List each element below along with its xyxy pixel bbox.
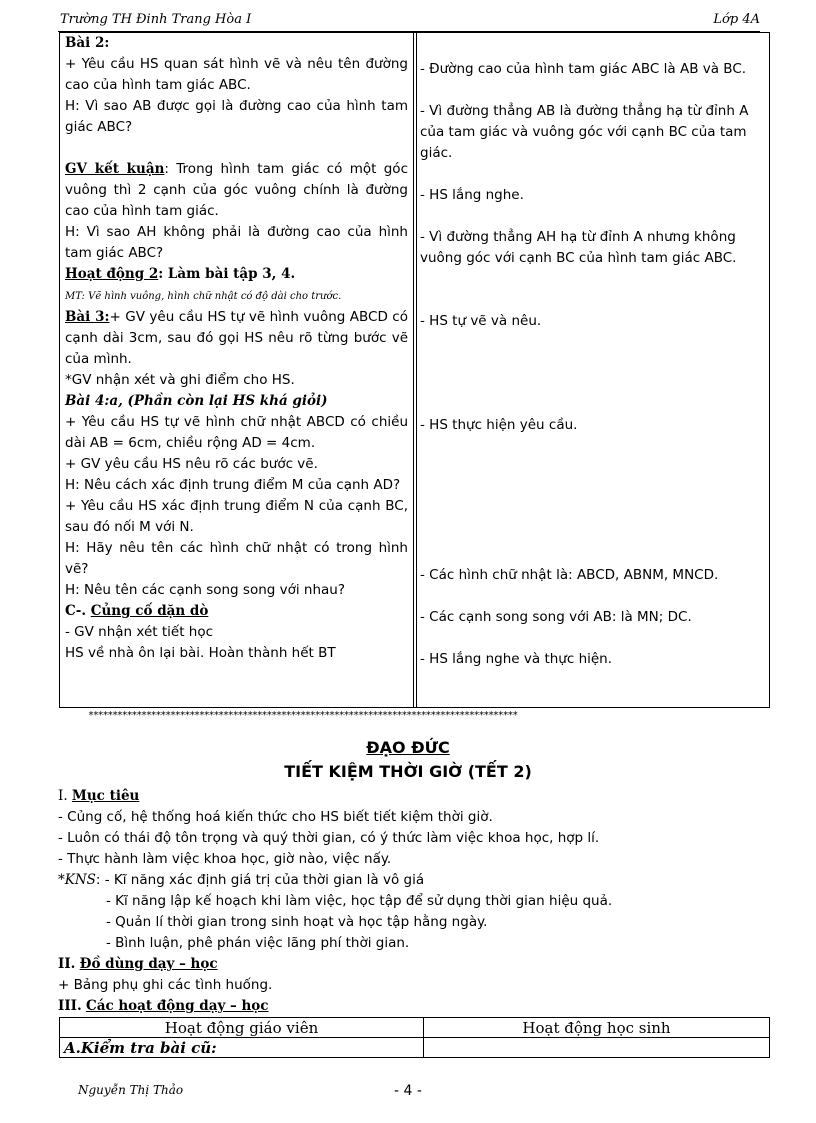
material-item: + Bảng phụ ghi các tình huống.	[58, 977, 273, 993]
teacher-activity-line	[65, 475, 408, 496]
line-text: H: Nêu tên các cạnh song song với nhau?	[65, 582, 346, 598]
teacher-activity-line	[65, 138, 408, 159]
student-activity-line: - Các hình chữ nhật là: ABCD, ABNM, MNCD.	[420, 567, 719, 583]
student-activity-line: - Các cạnh song song với AB: là MN; DC.	[420, 609, 692, 625]
line-text: HS về nhà ôn lại bài. Hoàn thành hết BT	[65, 645, 336, 661]
activities-header-table	[59, 1017, 770, 1058]
section-heading: Đồ dùng dạy – học	[79, 956, 218, 972]
line-text: Bài 3:	[65, 309, 110, 325]
kns-item: *KNS: - Kĩ năng xác định giá trị của thời gian là vô giá	[58, 872, 425, 888]
line-text: : Trong hình tam giác có một góc vuông thì 2 cạnh của góc vuông chính là đường cao của hình tam giác.	[65, 161, 408, 219]
line-text: Hoạt động 2	[65, 266, 159, 282]
teacher-activity-line	[65, 496, 408, 538]
section-activities: III. Các hoạt động dạy – học	[58, 998, 269, 1014]
teacher-activity-line	[65, 622, 408, 643]
goal-item: - Luôn có thái độ tôn trọng và quý thời gian, có ý thức làm việc khoa học, hợp lí.	[58, 830, 600, 846]
teacher-activity-line	[65, 264, 408, 285]
line-text: MT: Vẽ hình vuông, hình chữ nhật có độ dài cho trước.	[65, 291, 342, 302]
column-divider	[413, 33, 414, 707]
teacher-activity-line	[65, 370, 408, 391]
teacher-column	[65, 33, 408, 664]
teacher-activity-line	[65, 54, 408, 96]
student-activity-line: - Vì đường thẳng AB là đường thẳng hạ từ đỉnh A của tam giác và vuông góc với cạnh BC của tam giác.	[420, 103, 749, 161]
teacher-activity-line	[65, 96, 408, 138]
teacher-activity-line	[65, 285, 408, 307]
class-name: Lớp 4A	[713, 12, 760, 27]
line-text: *GV nhận xét và ghi điểm cho HS.	[65, 372, 295, 388]
kns-item: - Quản lí thời gian trong sinh hoạt và học tập hằng ngày.	[106, 914, 488, 930]
column-header-teacher: Hoạt động giáo viên	[60, 1018, 424, 1038]
goal-item: - Thực hành làm việc khoa học, giờ nào, việc nấy.	[58, 851, 392, 867]
teacher-activity-line	[65, 412, 408, 454]
student-activity-line: - HS tự vẽ và nêu.	[420, 313, 542, 329]
line-text: H: Hãy nêu tên các hình chữ nhật có trong hình vẽ?	[65, 540, 408, 577]
line-text: - GV nhận xét tiết học	[65, 624, 214, 640]
goal-item: - Củng cố, hệ thống hoá kiến thức cho HS biết tiết kiệm thời giờ.	[58, 809, 493, 825]
line-text: Củng cố dặn dò	[90, 603, 209, 619]
student-activity-line: - HS thực hiện yêu cầu.	[420, 417, 578, 433]
author-name: Nguyễn Thị Thảo	[78, 1083, 184, 1097]
lesson-title: TIẾT KIỆM THỜI GIỜ (TẾT 2)	[284, 762, 532, 781]
line-text: H: Vì sao AH không phải là đường cao của hình tam giác ABC?	[65, 224, 408, 261]
line-text: C-.	[65, 603, 91, 619]
kns-item: - Kĩ năng lập kế hoạch khi làm việc, học tập để sử dụng thời gian hiệu quả.	[106, 893, 613, 909]
column-divider	[416, 33, 417, 707]
student-activity-line: - HS lắng nghe và thực hiện.	[420, 651, 613, 667]
student-activity-line: - Vì đường thẳng AH hạ từ đỉnh A nhưng không vuông góc với cạnh BC của hình tam giác ABC.	[420, 229, 737, 266]
column-header-student: Hoạt động học sinh	[424, 1018, 770, 1038]
empty-cell	[424, 1038, 770, 1058]
teacher-activity-line	[65, 643, 408, 664]
line-text: Bài 4:a, (Phần còn lại HS khá giỏi)	[65, 393, 328, 409]
line-text: + GV yêu cầu HS tự vẽ hình vuông ABCD có cạnh dài 3cm, sau đó gọi HS nêu rõ từng bước vẽ của mình.	[65, 309, 408, 367]
section-objectives: I. Mục tiêu	[58, 788, 140, 804]
teacher-activity-line	[65, 601, 408, 622]
line-text: GV kết kuận	[65, 161, 165, 177]
section-materials: II. Đồ dùng dạy – học	[58, 956, 218, 972]
teacher-activity-line	[65, 159, 408, 222]
section-divider: *****************************************************************************************	[88, 710, 518, 721]
line-text: H: Nêu cách xác định trung điểm M của cạnh AD?	[65, 477, 401, 493]
line-text: : Làm bài tập 3, 4.	[158, 266, 296, 282]
page-header	[60, 12, 760, 30]
teacher-activity-line	[65, 580, 408, 601]
teacher-activity-line	[65, 33, 408, 54]
teacher-activity-line	[65, 454, 408, 475]
teacher-activity-line	[65, 538, 408, 580]
row-label: A.Kiểm tra bài cũ:	[60, 1038, 424, 1058]
student-activity-line: - Đường cao của hình tam giác ABC là AB và BC.	[420, 61, 747, 77]
kns-item: - Bình luận, phê phán việc lãng phí thời gian.	[106, 935, 410, 951]
activities-table	[59, 32, 770, 708]
section-heading: Các hoạt động dạy – học	[85, 998, 269, 1014]
line-text: H: Vì sao AB được gọi là đường cao của hình tam giác ABC?	[65, 98, 408, 135]
page-number: - 4 -	[394, 1083, 422, 1099]
line-text: + Yêu cầu HS xác định trung điểm N của cạnh BC, sau đó nối M với N.	[65, 498, 408, 535]
teacher-activity-line	[65, 391, 408, 412]
teacher-activity-line	[65, 222, 408, 264]
teacher-activity-line	[65, 307, 408, 370]
lesson-body	[58, 786, 778, 1017]
school-name: Trường TH Đinh Trang Hòa I	[60, 12, 252, 27]
line-text: Bài 2:	[65, 35, 110, 51]
line-text: + Yêu cầu HS quan sát hình vẽ và nêu tên đường cao của hình tam giác ABC.	[65, 56, 408, 93]
student-activity-line: - HS lắng nghe.	[420, 187, 524, 203]
line-text: + GV yêu cầu HS nêu rõ các bước vẽ.	[65, 456, 318, 472]
section-heading: Mục tiêu	[71, 788, 140, 804]
line-text: + Yêu cầu HS tự vẽ hình chữ nhật ABCD có chiều dài AB = 6cm, chiều rộng AD = 4cm.	[65, 414, 408, 451]
subject-title: ĐẠO ĐỨC	[366, 738, 450, 757]
